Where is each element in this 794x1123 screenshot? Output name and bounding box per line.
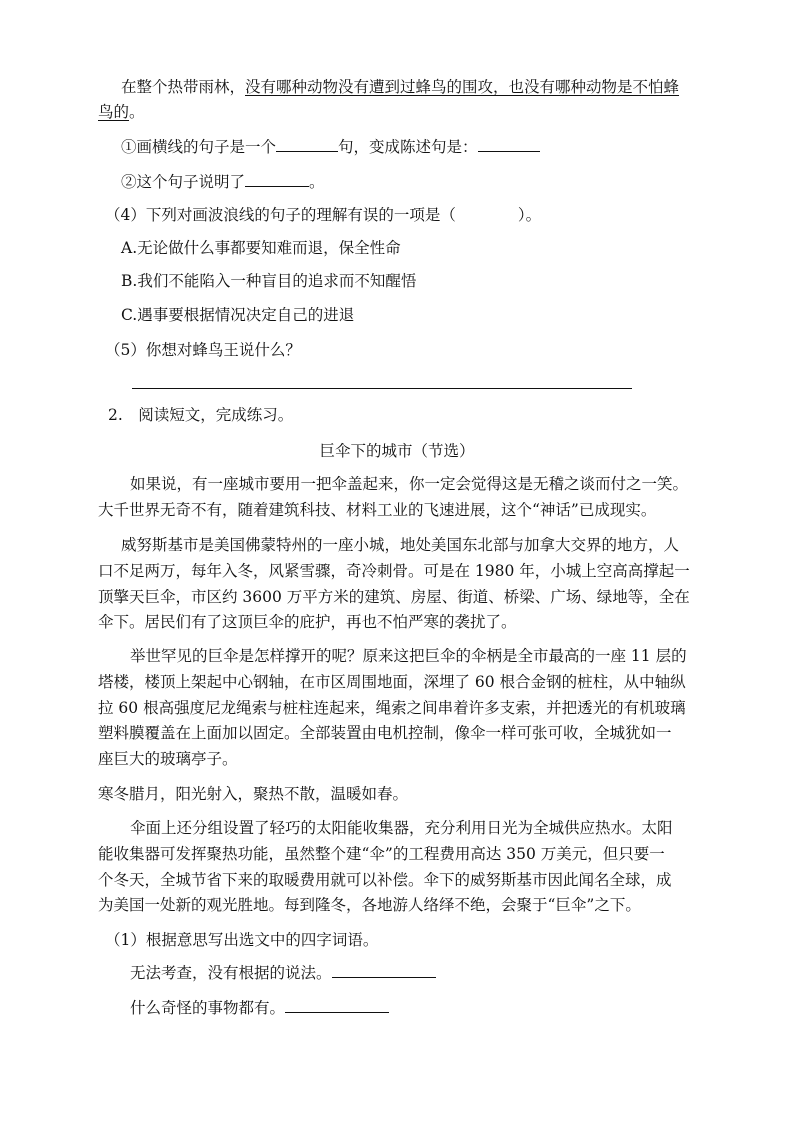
passage-line: 为美国一处新的观光胜地。每到隆冬，各地游人络绎不绝，会聚于“巨伞”之下。	[98, 896, 641, 914]
passage-line: 顶擎天巨伞，市区约 3600 万平方米的建筑、房屋、街道、桥梁、广场、绿地等，全在	[98, 588, 690, 606]
question-1-item-b	[130, 998, 389, 1018]
question-4-stem	[105, 205, 541, 225]
answer-blank[interactable]	[478, 137, 540, 152]
passage-line: 威努斯基市是美国佛蒙特州的一座小城，地处美国东北部与加拿大交界的地方，人	[121, 536, 680, 554]
question-text: ①画横线的句子是一个	[121, 138, 277, 156]
answer-blank[interactable]	[332, 963, 436, 978]
passage-line: 口不足两万，每年入冬，风紧雪骤，奇冷刺骨。可是在 1980 年，小城上空高高撑起一	[98, 562, 690, 580]
question-underlined-type	[121, 137, 540, 157]
question-1-item-a	[130, 963, 436, 983]
passage-line: 如果说，有一座城市要用一把伞盖起来，你一定会觉得这是无稽之谈而付之一笑。	[130, 475, 689, 493]
option-c: C.遇事要根据情况决定自己的进退	[121, 306, 355, 324]
answer-blank[interactable]	[245, 172, 309, 187]
passage-line	[121, 77, 679, 97]
answer-blank[interactable]	[285, 998, 389, 1013]
question-meaning	[121, 172, 325, 192]
passage-line: 塑料膜覆盖在上面加以固定。全部装置由电机控制，像伞一样可张可收，全城犹如一	[98, 724, 672, 742]
passage-line: 能收集器可发挥聚热功能，虽然整个建“伞”的工程费用高达 350 万美元，但只要一	[98, 845, 665, 863]
period: 。	[129, 103, 145, 121]
passage-line: 大千世界无奇不有，随着建筑科技、材料工业的飞速进展，这个“神话”已成现实。	[98, 501, 657, 519]
passage-line: 举世罕见的巨伞是怎样撑开的呢？原来这把巨伞的伞柄是全市最高的一座 11 层的	[130, 647, 687, 665]
option-a: A.无论做什么事都要知难而退，保全性命	[121, 239, 401, 257]
question-5-stem: （5）你想对蜂鸟王说什么？	[105, 341, 301, 359]
question-text: ②这个句子说明了	[121, 173, 246, 191]
option-b: B.我们不能陷入一种盲目的追求而不知醒悟	[121, 272, 417, 290]
answer-line[interactable]	[132, 388, 632, 389]
passage-line: 塔楼，楼顶上架起中心钢轴，在市区周围地面，深埋了 60 根合金钢的桩柱，从中轴纵	[98, 673, 686, 691]
passage-line: 个冬天，全城节省下来的取暖费用就可以补偿。伞下的威努斯基市因此闻名全球，成	[98, 871, 672, 889]
question-text: 什么奇怪的事物都有。	[130, 999, 286, 1017]
underlined-sentence-end: 鸟的	[98, 103, 130, 121]
passage-line: 拉 60 根高强度尼龙绳索与桩柱连起来，绳索之间串着许多支索，并把透光的有机玻璃	[98, 699, 686, 717]
passage-intro: 在整个热带雨林，	[121, 78, 246, 96]
answer-blank[interactable]	[276, 137, 338, 152]
passage-line: 伞下。居民们有了这顶巨伞的庇护，再也不怕严寒的袭扰了。	[98, 613, 517, 631]
question-text: （4）下列对画波浪线的句子的理解有误的一项是（	[105, 206, 456, 224]
question-text: 无法考查，没有根据的说法。	[130, 964, 332, 982]
passage-title: 巨伞下的城市（节选）	[319, 442, 475, 460]
question-1-stem: （1）根据意思写出选文中的四字词语。	[105, 931, 379, 949]
underlined-sentence: 没有哪种动物没有遭到过蜂鸟的围攻，也没有哪种动物是不怕蜂	[245, 78, 680, 96]
question-text: 句，变成陈述句是：	[338, 138, 478, 156]
section-2-heading: 2. 阅读短文，完成练习。	[108, 406, 294, 424]
passage-line: 伞面上还分组设置了轻巧的太阳能收集器，充分利用日光为全城供应热水。太阳	[130, 819, 673, 837]
question-text: 。	[309, 173, 325, 191]
passage-line: 寒冬腊月，阳光射入，聚热不散，温暖如春。	[98, 785, 409, 803]
passage-line	[98, 102, 145, 122]
question-text: ）。	[517, 206, 542, 224]
passage-line: 座巨大的玻璃亭子。	[98, 750, 238, 768]
